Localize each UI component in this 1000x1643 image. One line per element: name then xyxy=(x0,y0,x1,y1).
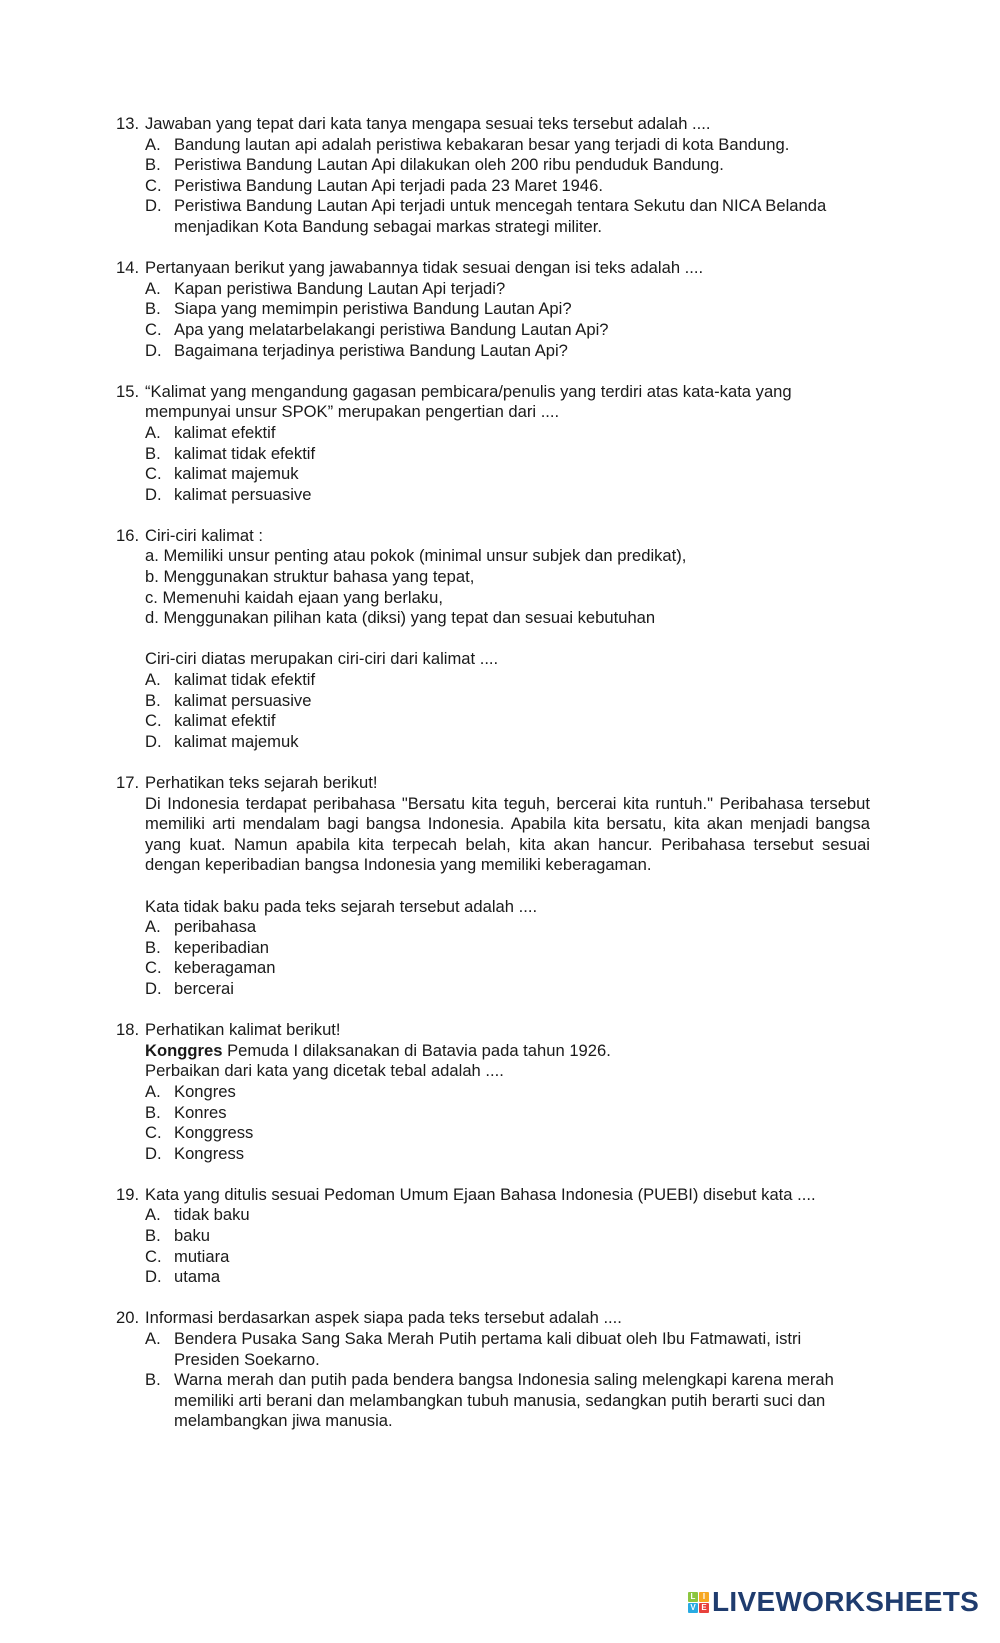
option-letter: D. xyxy=(145,484,162,504)
question-body xyxy=(145,114,870,238)
answer-option-c[interactable] xyxy=(145,711,870,732)
option-letter: C. xyxy=(145,958,162,978)
question-number: 19. xyxy=(116,1184,140,1204)
option-text: keberagaman xyxy=(174,958,276,978)
option-text: Siapa yang memimpin peristiwa Bandung Lautan Api? xyxy=(174,299,572,319)
answer-option-d[interactable] xyxy=(145,732,870,753)
question-stem-line: Ciri-ciri diatas merupakan ciri-ciri dari kalimat .... xyxy=(145,649,499,669)
question-stem-line: Kata tidak baku pada teks sejarah tersebut adalah .... xyxy=(145,896,538,916)
answer-option-d[interactable] xyxy=(145,485,870,506)
answer-option-b[interactable] xyxy=(145,155,870,176)
question-row xyxy=(116,1308,870,1432)
question-number: 20. xyxy=(116,1308,140,1328)
question-stem-line: b. Menggunakan struktur bahasa yang tepat, xyxy=(145,567,475,587)
bold-word: Konggres xyxy=(145,1040,223,1060)
question-20 xyxy=(116,1308,870,1432)
answer-option-d[interactable] xyxy=(145,341,870,362)
question-stem-line: a. Memiliki unsur penting atau pokok (minimal unsur subjek dan predikat), xyxy=(145,546,687,566)
question-body xyxy=(145,382,870,506)
question-17 xyxy=(116,773,870,1000)
answer-option-c[interactable] xyxy=(145,1247,870,1268)
question-row xyxy=(116,258,870,361)
option-text: kalimat persuasive xyxy=(174,690,312,710)
option-letter: D. xyxy=(145,196,162,216)
option-letter: D. xyxy=(145,1267,162,1287)
question-body xyxy=(145,1020,870,1164)
answer-option-c[interactable] xyxy=(145,1123,870,1144)
answer-option-a[interactable] xyxy=(145,135,870,156)
option-letter: B. xyxy=(145,443,161,463)
option-text: utama xyxy=(174,1267,221,1287)
logo-text: LIVEWORKSHEETS xyxy=(712,1586,980,1617)
sentence-rest: Pemuda I dilaksanakan di Batavia pada tahun 1926. xyxy=(222,1040,611,1060)
answer-option-c[interactable] xyxy=(145,464,870,485)
option-text: kalimat persuasive xyxy=(174,484,312,504)
logo-tile: I xyxy=(699,1592,709,1602)
question-row xyxy=(116,773,870,1000)
liveworksheets-logo xyxy=(688,1586,979,1618)
option-text: Konres xyxy=(174,1102,227,1122)
question-stem-line: c. Memenuhi kaidah ejaan yang berlaku, xyxy=(145,587,443,607)
option-letter: A. xyxy=(145,134,161,154)
option-text: kalimat majemuk xyxy=(174,464,299,484)
option-text: kalimat majemuk xyxy=(174,731,299,751)
question-row xyxy=(116,382,870,506)
option-letter: A. xyxy=(145,670,161,690)
question-14 xyxy=(116,258,870,361)
option-letter: C. xyxy=(145,464,162,484)
answer-option-b[interactable] xyxy=(145,299,870,320)
option-letter: D. xyxy=(145,340,162,360)
option-letter: B. xyxy=(145,690,161,710)
question-18 xyxy=(116,1020,870,1164)
answer-option-d[interactable] xyxy=(145,979,870,1000)
option-letter: D. xyxy=(145,978,162,998)
answer-option-a[interactable] xyxy=(145,917,870,938)
option-text: mutiara xyxy=(174,1246,230,1266)
option-text: Apa yang melatarbelakangi peristiwa Bandung Lautan Api? xyxy=(174,319,609,339)
question-body xyxy=(145,1308,870,1432)
answer-option-c[interactable] xyxy=(145,176,870,197)
blank-line xyxy=(145,876,870,897)
option-text: peribahasa xyxy=(174,917,257,937)
option-text: Peristiwa Bandung Lautan Api dilakukan oleh 200 ribu penduduk Bandung. xyxy=(174,155,724,175)
question-number: 17. xyxy=(116,773,140,792)
option-letter: C. xyxy=(145,175,162,195)
answer-option-b[interactable] xyxy=(145,1103,870,1124)
question-stem-line: “Kalimat yang mengandung gagasan pembicara/penulis yang terdiri atas kata-kata yang mempunyai unsur SPOK” merupakan pengertian dari .... xyxy=(145,381,792,422)
option-text: Bagaimana terjadinya peristiwa Bandung Lautan Api? xyxy=(174,340,568,360)
option-letter: D. xyxy=(145,731,162,751)
question-stem-line: Informasi berdasarkan aspek siapa pada teks tersebut adalah .... xyxy=(145,1308,622,1328)
question-stem-line: Jawaban yang tepat dari kata tanya mengapa sesuai teks tersebut adalah .... xyxy=(145,114,711,133)
option-text: kalimat efektif xyxy=(174,711,276,731)
answer-option-d[interactable] xyxy=(145,1144,870,1165)
answer-option-a[interactable] xyxy=(145,423,870,444)
worksheet-questions xyxy=(116,114,870,1453)
logo-tile: E xyxy=(699,1603,709,1613)
option-text: Kongress xyxy=(174,1143,245,1163)
option-text: Konggress xyxy=(174,1123,254,1143)
answer-option-b[interactable] xyxy=(145,444,870,465)
option-text: Peristiwa Bandung Lautan Api terjadi untuk mencegah tentara Sekutu dan NICA Belanda menjadikan Kota Bandung sebagai markas strategi militer. xyxy=(174,196,827,236)
question-stem-line: Ciri-ciri kalimat : xyxy=(145,525,263,545)
option-letter: A. xyxy=(145,1329,161,1349)
option-text: Kongres xyxy=(174,1081,236,1101)
option-letter: B. xyxy=(145,1102,161,1122)
live-tiles-icon xyxy=(688,1592,709,1613)
option-text: Bandung lautan api adalah peristiwa kebakaran besar yang terjadi di kota Bandung. xyxy=(174,134,790,154)
question-19 xyxy=(116,1185,870,1288)
question-row xyxy=(116,1020,870,1164)
option-letter: D. xyxy=(145,1143,162,1163)
question-15 xyxy=(116,382,870,506)
question-number: 18. xyxy=(116,1020,140,1040)
option-letter: A. xyxy=(145,1205,161,1225)
option-letter: C. xyxy=(145,711,162,731)
question-body xyxy=(145,526,870,753)
option-text: Kapan peristiwa Bandung Lautan Api terjadi? xyxy=(174,278,506,298)
question-stem-line: Perhatikan kalimat berikut! xyxy=(145,1020,341,1040)
question-stem-line: Perhatikan teks sejarah berikut! xyxy=(145,773,378,792)
option-text: baku xyxy=(174,1226,210,1246)
question-number: 13. xyxy=(116,114,140,133)
example-sentence xyxy=(145,1041,870,1062)
question-row xyxy=(116,1185,870,1288)
answer-option-d[interactable] xyxy=(145,1267,870,1288)
option-letter: C. xyxy=(145,1246,162,1266)
question-body xyxy=(145,258,870,361)
question-stem-line: d. Menggunakan pilihan kata (diksi) yang tepat dan sesuai kebutuhan xyxy=(145,608,656,628)
option-letter: C. xyxy=(145,319,162,339)
answer-option-c[interactable] xyxy=(145,320,870,341)
question-16 xyxy=(116,526,870,753)
option-letter: A. xyxy=(145,917,161,937)
question-number: 14. xyxy=(116,258,140,278)
option-text: keperibadian xyxy=(174,937,270,957)
option-letter: B. xyxy=(145,937,161,957)
question-row xyxy=(116,526,870,753)
option-text: Bendera Pusaka Sang Saka Merah Putih pertama kali dibuat oleh Ibu Fatmawati, istri Presiden Soekarno. xyxy=(174,1329,802,1369)
answer-option-d[interactable] xyxy=(145,196,870,237)
question-row xyxy=(116,114,870,238)
option-text: bercerai xyxy=(174,978,234,998)
option-letter: B. xyxy=(145,299,161,319)
option-letter: B. xyxy=(145,1226,161,1246)
option-letter: B. xyxy=(145,155,161,175)
question-13 xyxy=(116,114,870,238)
logo-tile: V xyxy=(688,1603,698,1613)
logo-tile: L xyxy=(688,1592,698,1602)
answer-option-b[interactable] xyxy=(145,1226,870,1247)
question-stem-line: Pertanyaan berikut yang jawabannya tidak sesuai dengan isi teks adalah .... xyxy=(145,258,704,278)
question-body xyxy=(145,1185,870,1288)
option-text: kalimat efektif xyxy=(174,422,276,442)
reading-passage: Di Indonesia terdapat peribahasa "Bersatu kita teguh, bercerai kita runtuh." Peribahasa tersebut memiliki arti mendalam bagi bangsa Indonesia. Apabila kita bersatu, kita akan menjadi bangsa yang kuat. Namun apabila kita terpecah belah, kita akan hancur. Peribahasa tersebut sesuai dengan keperibadian bangsa Indonesia yang memiliki keberagaman. xyxy=(145,793,870,875)
option-text: kalimat tidak efektif xyxy=(174,443,316,463)
question-number: 15. xyxy=(116,381,140,401)
blank-line xyxy=(145,629,870,650)
option-letter: A. xyxy=(145,278,161,298)
answer-option-a[interactable] xyxy=(145,1329,870,1370)
answer-option-b[interactable] xyxy=(145,691,870,712)
answer-option-c[interactable] xyxy=(145,958,870,979)
option-text: kalimat tidak efektif xyxy=(174,670,316,690)
answer-option-b[interactable] xyxy=(145,1370,870,1432)
option-letter: B. xyxy=(145,1370,161,1390)
option-letter: C. xyxy=(145,1123,162,1143)
question-body xyxy=(145,773,870,1000)
option-letter: A. xyxy=(145,1081,161,1101)
answer-option-b[interactable] xyxy=(145,938,870,959)
answer-option-a[interactable] xyxy=(145,1082,870,1103)
option-letter: A. xyxy=(145,422,161,442)
option-text: tidak baku xyxy=(174,1205,250,1225)
option-text: Warna merah dan putih pada bendera bangsa Indonesia saling melengkapi karena merah memiliki arti berani dan melambangkan tubuh manusia, sedangkan putih berarti suci dan melambangkan jiwa manusia. xyxy=(174,1370,834,1431)
option-text: Peristiwa Bandung Lautan Api terjadi pada 23 Maret 1946. xyxy=(174,175,603,195)
answer-option-a[interactable] xyxy=(145,279,870,300)
answer-option-a[interactable] xyxy=(145,670,870,691)
answer-option-a[interactable] xyxy=(145,1205,870,1226)
question-stem-line: Perbaikan dari kata yang dicetak tebal adalah .... xyxy=(145,1061,504,1081)
question-stem-line: Kata yang ditulis sesuai Pedoman Umum Ejaan Bahasa Indonesia (PUEBI) disebut kata .... xyxy=(145,1184,816,1204)
question-number: 16. xyxy=(116,525,140,545)
